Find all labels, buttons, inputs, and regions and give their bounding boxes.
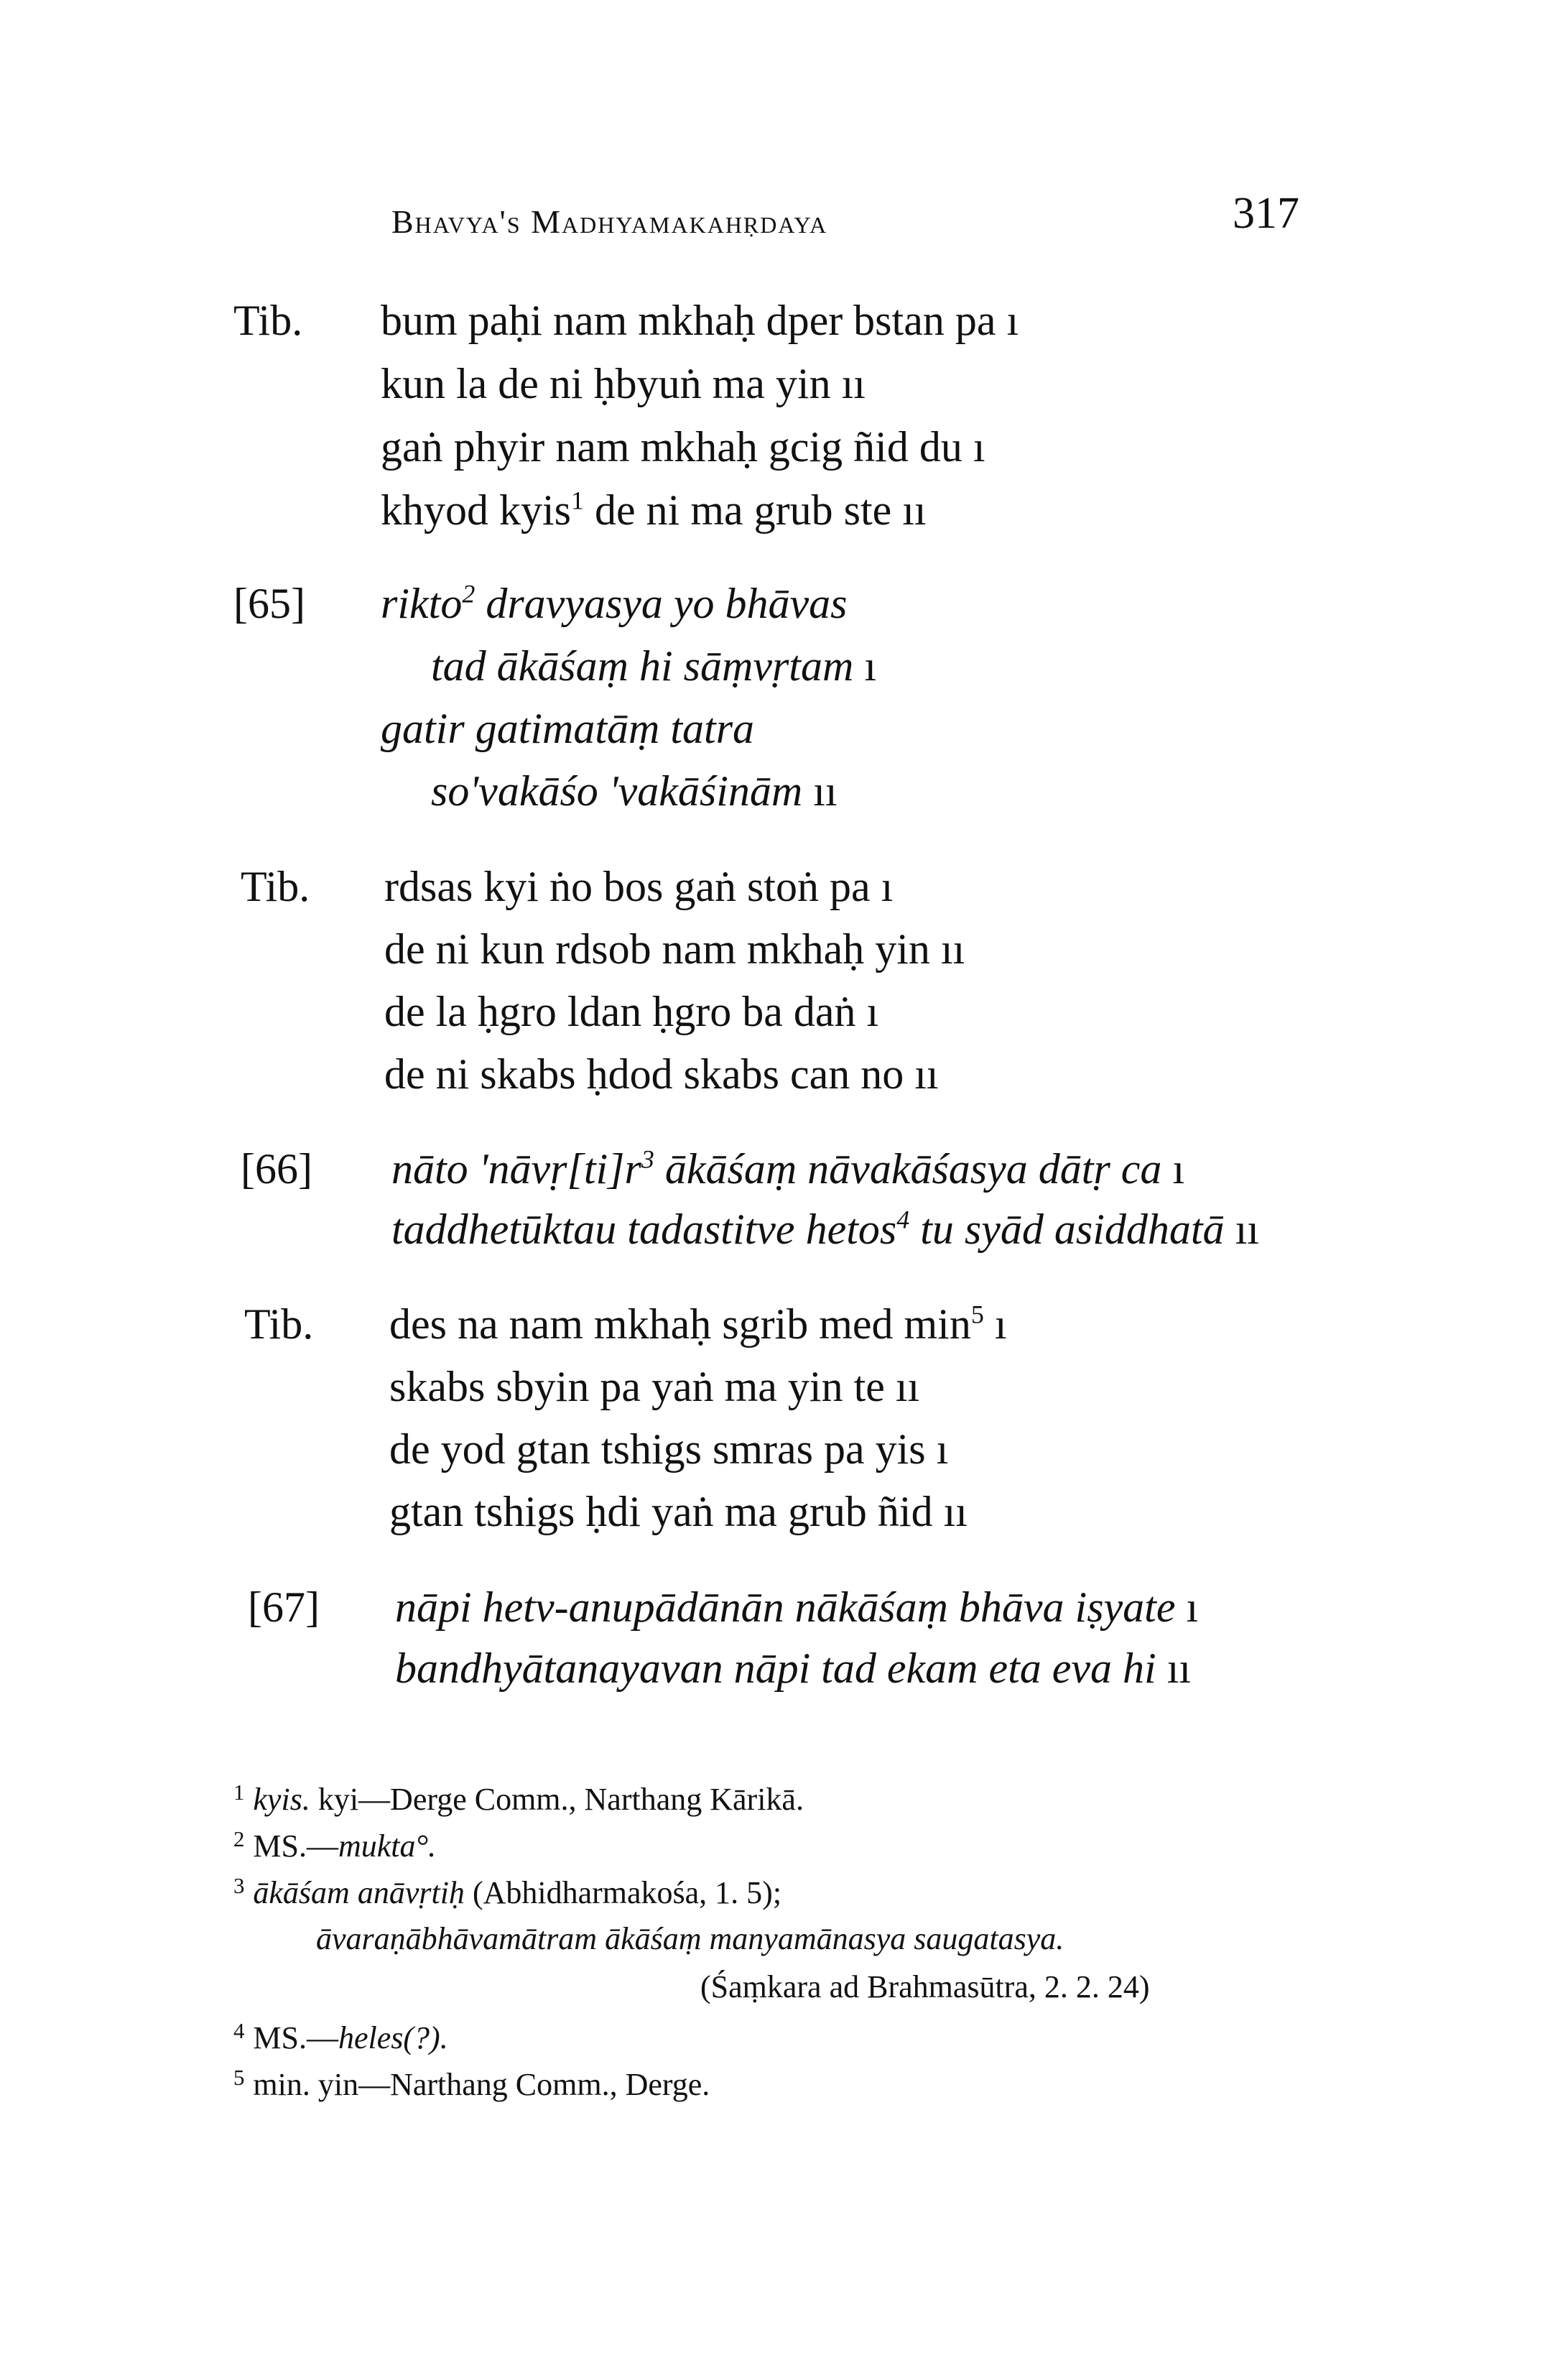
footnote-ref[interactable]: 4	[896, 1205, 910, 1234]
verse-line: kun la de ni ḥbyuṅ ma yin ıı	[381, 360, 866, 407]
verse-line: gaṅ phyir nam mkhaḥ gcig ñid du ı	[381, 423, 985, 471]
block-label: Tib.	[244, 1300, 314, 1348]
footnote-citation: (Śaṃkara ad Brahmasūtra, 2. 2. 24)	[700, 1969, 1150, 2004]
sanskrit-line: rikto$^2$ dravyasya yo bhāvas	[381, 579, 848, 627]
footnote-continuation: āvaraṇābhāvamātram ākāśaṃ manyamānasya saugatasya.	[316, 1921, 1064, 1956]
sanskrit-line: gatir gatimatāṃ tatra	[381, 705, 755, 752]
footnote-ref[interactable]: 2	[462, 579, 475, 609]
verse-number: [66]	[241, 1145, 312, 1193]
sanskrit-line: so'vakāśo 'vakāśinām ıı	[431, 767, 838, 815]
verse-line: de la ḥgro ldan ḥgro ba daṅ ı	[384, 988, 879, 1035]
footnote-ref[interactable]: 3	[641, 1144, 654, 1174]
sanskrit-line: nāto '$nāvṛ[ti]r^3$ ākāśaṃ nāvakāśasya dātṛ ca ı	[391, 1144, 1185, 1193]
verse-line: de ni kun rdsob nam mkhaḥ yin ıı	[384, 925, 965, 973]
sanskrit-line: tad ākāśaṃ hi sāṃvṛtam ı	[431, 642, 876, 690]
sanskrit-line: nāpi hetv-anupādānān nākāśaṃ bhāva iṣyate ı	[395, 1583, 1199, 1631]
footnote-ref[interactable]: 5	[970, 1300, 984, 1329]
block-label: Tib.	[241, 863, 310, 910]
footnote: $^5$ min. yin—Narthang Comm., Derge.	[233, 2065, 710, 2102]
sanskrit-line: bandhyātanayavan nāpi tad ekam eta eva hi ıı	[395, 1644, 1192, 1692]
running-title: Bhavya's Madhyamakahṛdaya	[391, 203, 828, 240]
verse-line: de yod gtan tshigs smras pa yis ı	[389, 1425, 949, 1473]
footnote: $^2$ MS.—mukta°.	[233, 1827, 437, 1864]
verse-line: de ni skabs ḥdod skabs can no ıı	[384, 1050, 939, 1098]
verse-line: gtan tshigs ḥdi yaṅ ma grub ñid ıı	[389, 1488, 968, 1535]
page-number: 317	[1233, 189, 1299, 238]
verse-number: [65]	[233, 580, 305, 627]
footnote: $^3$ ākāśam anāvṛtiḥ (Abhidharmakośa, 1. 5);	[233, 1874, 782, 1910]
verse-line: rdsas kyi ṅo bos gaṅ stoṅ pa ı	[384, 863, 894, 910]
verse-number: [67]	[248, 1583, 320, 1631]
verse-line: skabs sbyin pa yaṅ ma yin te ıı	[389, 1363, 920, 1410]
verse-line: des na nam mkhaḥ sgrib med $\min^5$ ı	[389, 1300, 1007, 1348]
footnote-ref[interactable]: 1	[571, 486, 585, 515]
footnote: $^1$ kyis. kyi—Derge Comm., Narthang Kārikā.	[233, 1780, 804, 1817]
block-label: Tib.	[233, 297, 303, 344]
sanskrit-line: taddhetūktau tadastitve hetos$^4$ tu syād asiddhatā ıı	[391, 1205, 1259, 1253]
footnote: $^4$ MS.—heles(?).	[233, 2019, 448, 2055]
verse-line: bum paḥi nam mkhaḥ dper bstan pa ı	[381, 297, 1019, 344]
verse-line: khyod kyis$^1$ de ni ma grub ste ıı	[381, 486, 927, 534]
